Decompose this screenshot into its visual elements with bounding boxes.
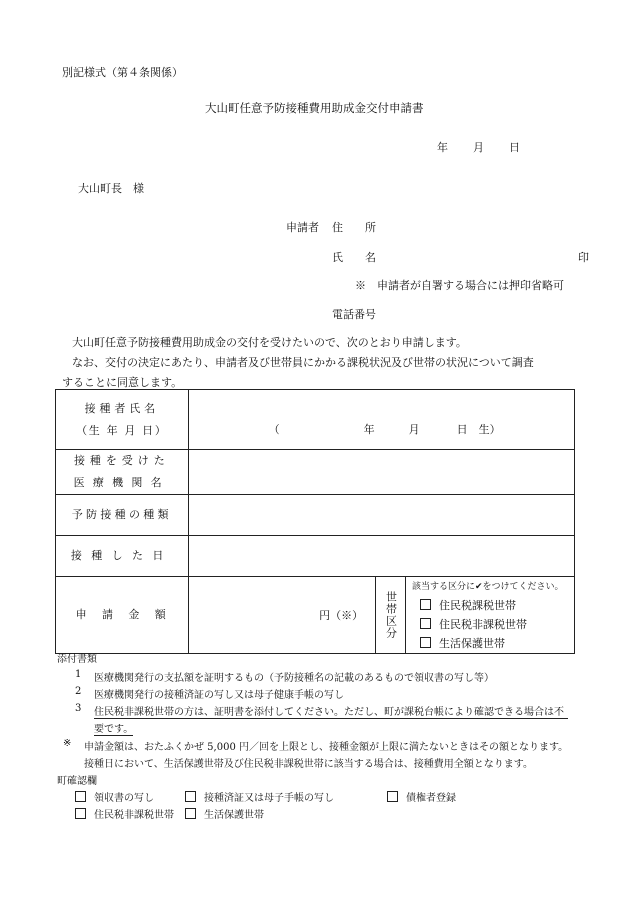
medical-institution-field[interactable]: [188, 450, 574, 495]
household-options-cell: [406, 577, 575, 654]
note-line-2: 接種日において、生活保護世帯及び住民税非課税世帯に該当する場合は、接種費用全額となります。: [84, 759, 533, 770]
attachment-1-num: 1: [75, 669, 82, 680]
patient-name-label-cell: [56, 390, 189, 450]
name-label: 氏 名: [332, 251, 376, 264]
patient-name-field[interactable]: [188, 390, 574, 450]
row-medical-institution: [56, 450, 575, 495]
seal-mark: 印: [578, 251, 589, 264]
request-amount-field[interactable]: [188, 577, 375, 654]
phone-label: 電話番号: [332, 308, 376, 321]
intro-line-1: 大山町任意予防接種費用助成金の交付を受けたいので、次のとおり申請します。: [72, 336, 467, 349]
household-option-taxable[interactable]: 住民税課税世帯: [420, 596, 574, 615]
birth-day-label: 日: [456, 423, 468, 436]
vaccination-date-label: 接種した日: [56, 536, 189, 577]
checkbox-icon[interactable]: [420, 637, 431, 648]
checkbox-icon[interactable]: [420, 618, 431, 629]
attachment-3-text: 住民税非課税世帯の方は、証明書を添付してください。ただし、町が課税台帳により確認できる場合は不: [94, 703, 568, 719]
checkbox-icon[interactable]: [75, 808, 86, 819]
checkbox-icon[interactable]: [420, 599, 431, 610]
address-label: 住 所: [332, 221, 376, 234]
household-option-welfare[interactable]: 生活保護世帯: [420, 634, 574, 653]
birth-month-label: 月: [408, 423, 420, 436]
medical-institution-label-cell: [56, 450, 189, 495]
office-check-welfare[interactable]: 生活保護世帯: [185, 806, 264, 821]
note-line-1: 申請金額は、おたふくかぜ 5,000 円／回を上限とし、接種金額が上限に満たないときはその額となります。: [84, 742, 569, 753]
medical-label-1: 接種を受けた: [73, 454, 170, 467]
birth-open-paren: （: [268, 423, 280, 436]
addressee: 大山町長 様: [78, 182, 144, 195]
page-title: 大山町任意予防接種費用助成金交付申請書: [205, 101, 424, 115]
office-heading: 町確認欄: [57, 776, 97, 787]
household-label: 世帯区分: [384, 591, 398, 639]
attachment-3-cont: 要です。: [94, 720, 133, 736]
attachment-1-text: 医療機関発行の支払額を証明するもの（予防接種名の記載のあるもので領収書の写し等）: [94, 673, 494, 684]
birthdate-label: （生 年 月 日）: [76, 423, 168, 437]
attachment-2-num: 2: [75, 686, 82, 697]
intro-line-2: なお、交付の決定にあたり、申請者及び世帯員にかかる課税状況及び世帯の状況について調査: [72, 356, 534, 369]
household-note: 該当する区分に✔をつけてください。: [412, 582, 564, 592]
row-request-amount: [56, 577, 575, 654]
checkbox-icon[interactable]: [185, 791, 196, 802]
attachment-3-num: 3: [75, 703, 82, 714]
date-year: 年: [437, 141, 448, 154]
medical-label-2: 医療機関名: [73, 476, 170, 489]
household-option-nontaxable[interactable]: 住民税非課税世帯: [420, 615, 574, 634]
office-check-creditor[interactable]: 債権者登録: [387, 789, 456, 804]
office-check-certificate[interactable]: 接種済証又は母子手帳の写し: [185, 789, 334, 804]
request-amount-label: 申 請 金 額: [56, 577, 189, 654]
date-day: 日: [509, 141, 520, 154]
vaccine-type-field[interactable]: [188, 495, 574, 536]
note-mark: ※: [63, 738, 72, 749]
application-table: [55, 389, 575, 654]
intro-line-3: することに同意します。: [62, 376, 183, 389]
seal-note: ※ 申請者が自署する場合には押印省略可: [355, 279, 564, 292]
household-label-cell: [376, 577, 406, 654]
birth-year-label: 年: [363, 423, 375, 436]
attachment-2-text: 医療機関発行の接種済証の写し又は母子健康手帳の写し: [94, 690, 344, 701]
checkbox-icon[interactable]: [387, 791, 398, 802]
amount-unit: 円（※）: [319, 609, 364, 622]
office-check-nontaxable[interactable]: 住民税非課税世帯: [75, 806, 174, 821]
applicant-label: 申請者: [286, 221, 319, 234]
row-patient-name: [56, 390, 575, 450]
form-id: 別記様式（第４条関係）: [62, 66, 183, 79]
checkbox-icon[interactable]: [185, 808, 196, 819]
birth-close-label: 生）: [478, 423, 501, 436]
vaccination-date-field[interactable]: [188, 536, 574, 577]
row-vaccine-type: [56, 495, 575, 536]
attachments-heading: 添付書類: [57, 654, 97, 665]
office-check-receipt[interactable]: 領収書の写し: [75, 789, 154, 804]
date-month: 月: [473, 141, 484, 154]
patient-name-label: 接種者氏名: [84, 401, 159, 415]
row-vaccination-date: [56, 536, 575, 577]
vaccine-type-label: 予防接種の種類: [56, 495, 189, 536]
checkbox-icon[interactable]: [75, 791, 86, 802]
